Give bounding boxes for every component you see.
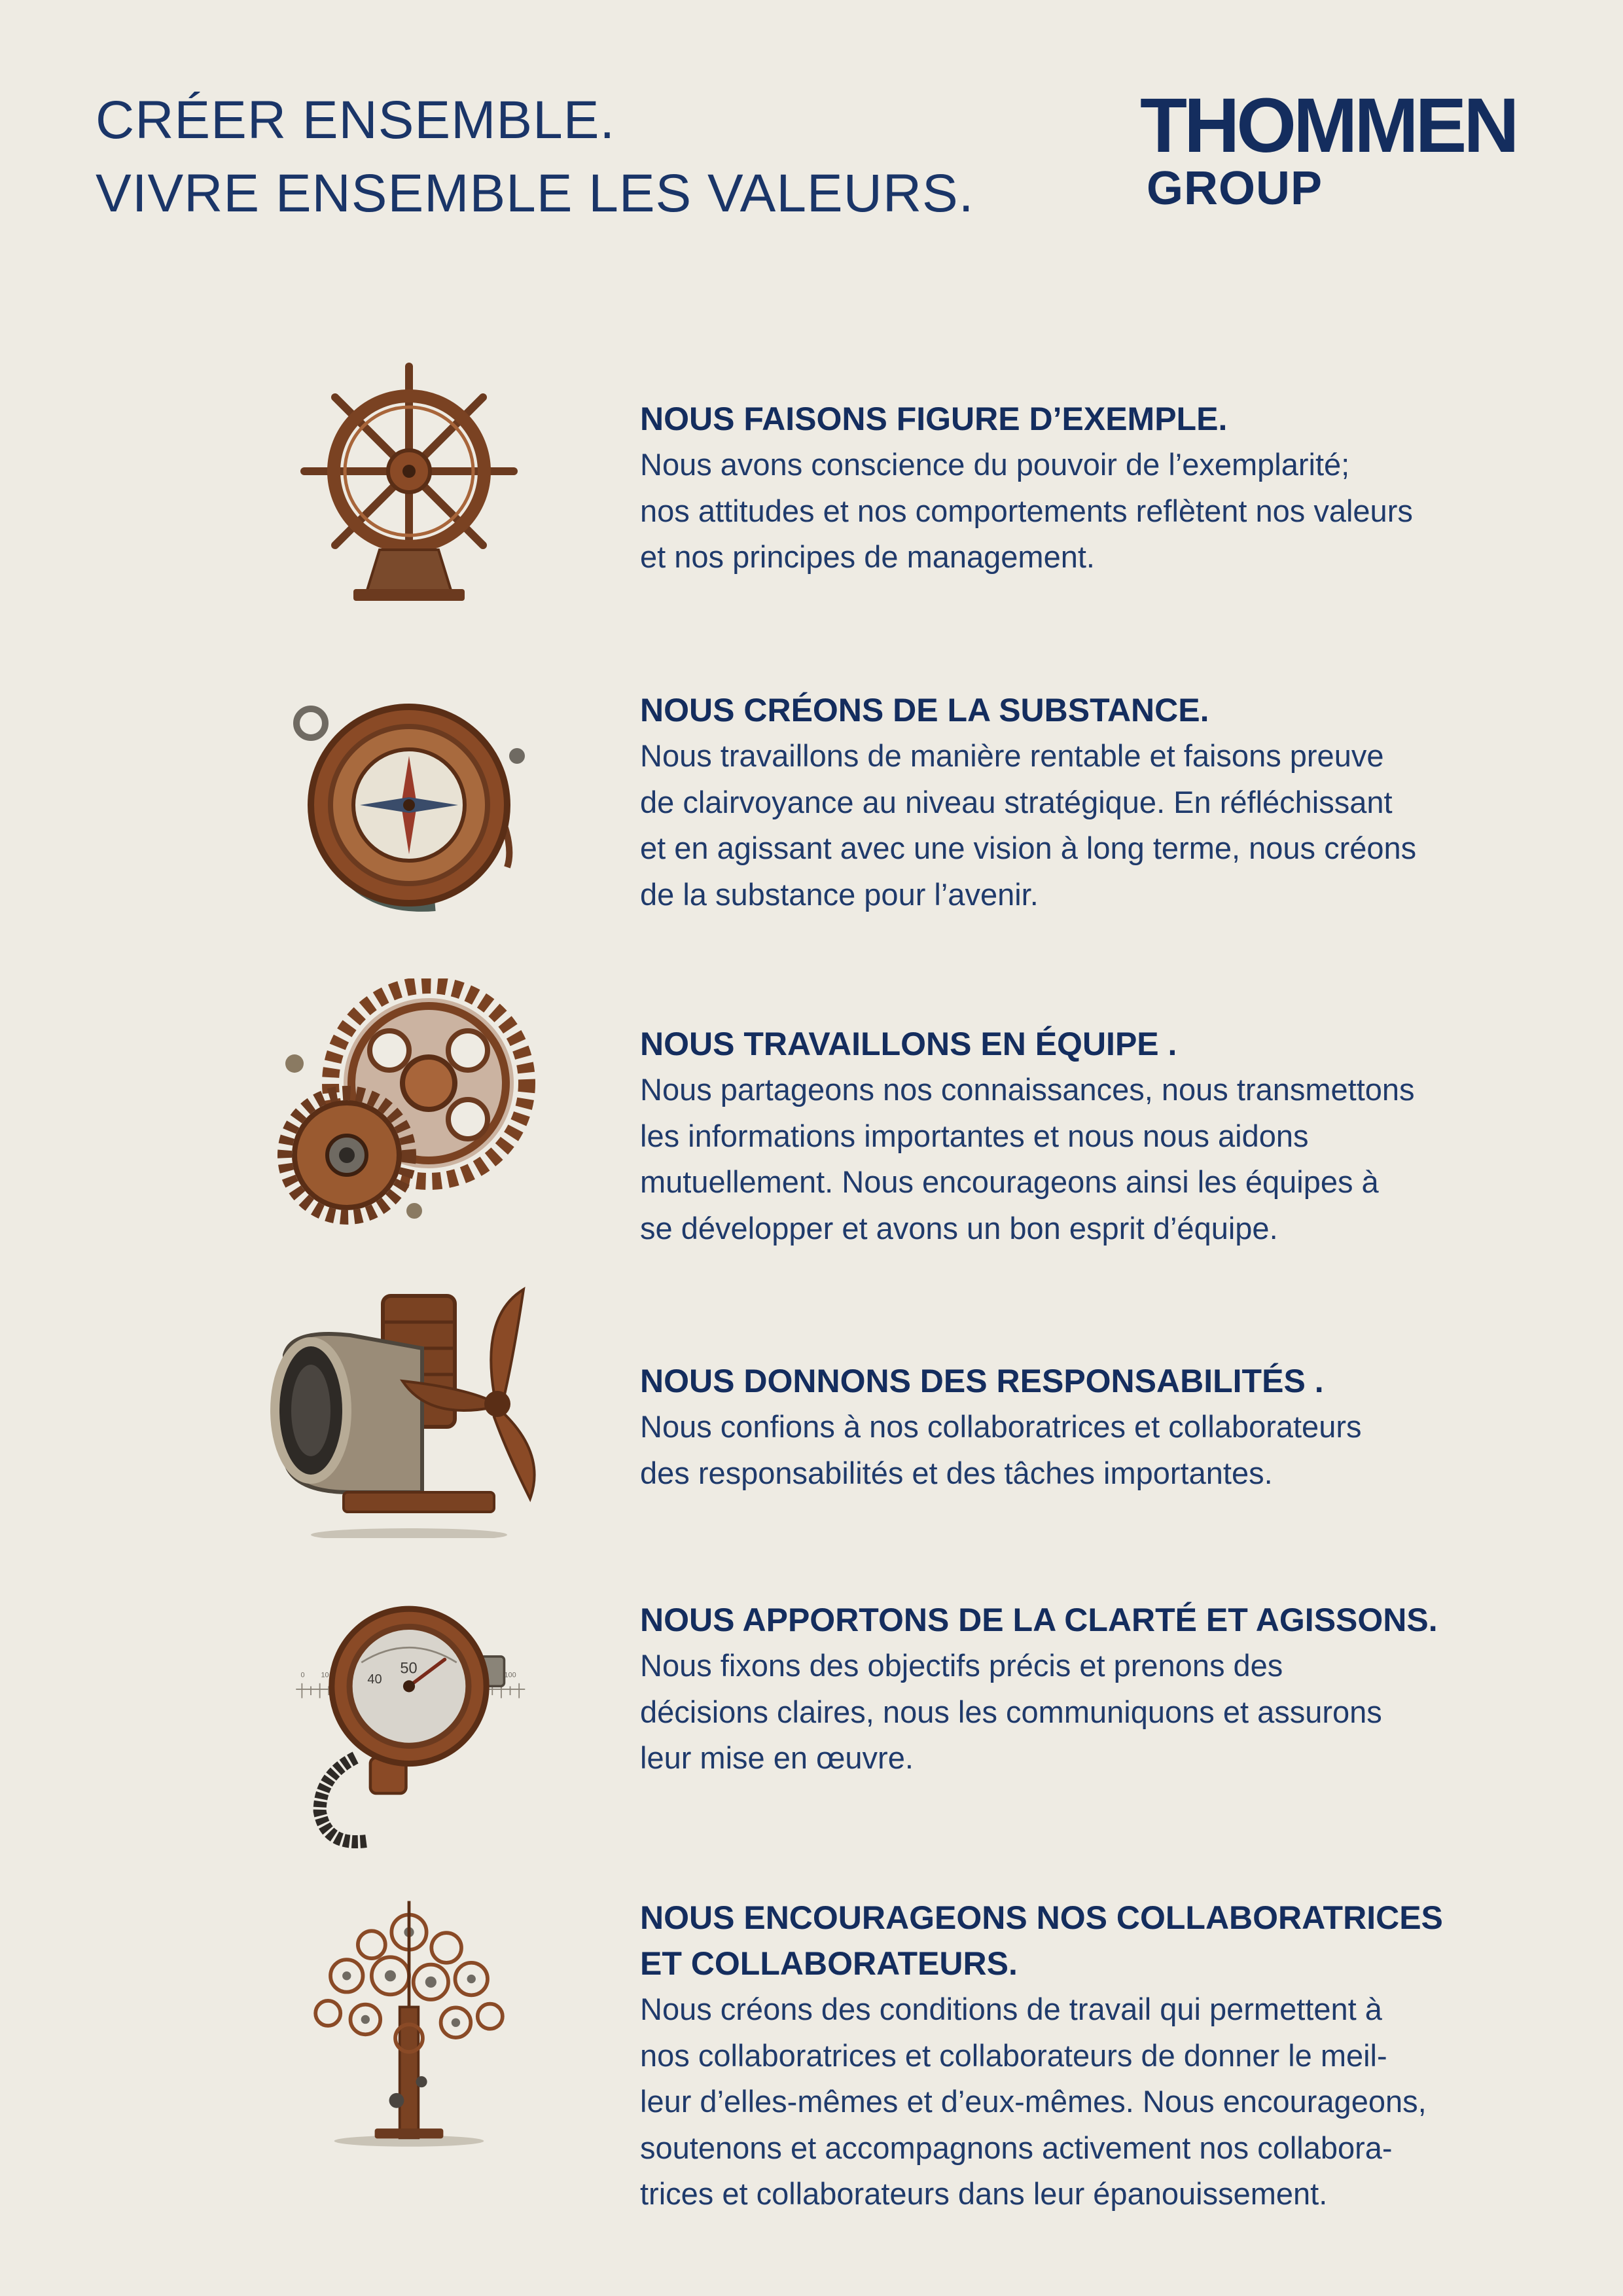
page-headline <box>96 84 974 230</box>
value-title: NOUS DONNONS DES RESPONSABILITÉS . <box>640 1363 1324 1399</box>
logo-line-2: GROUP <box>1147 162 1323 215</box>
value-title: NOUS ENCOURAGEONS NOS COLLABORATRICES ET COLLABORATEURS. <box>640 1899 1443 1982</box>
gauge-scale-label: 10 <box>321 1671 329 1679</box>
headline-line-1: CRÉER ENSEMBLE. <box>96 90 616 150</box>
gauge-dial-label: 50 <box>400 1660 418 1677</box>
value-title: NOUS FAISONS FIGURE D’EXEMPLE. <box>640 401 1228 437</box>
value-body: Nous confions à nos collaboratrices et collaborateurs des responsabilités et des tâches importantes. <box>640 1409 1362 1490</box>
compass-icon <box>265 677 553 939</box>
value-body: Nous fixons des objectifs précis et prenons des décisions claires, nous les communiquons et assurons leur mise en œuvre. <box>640 1648 1382 1775</box>
gauge-scale-label: 100 <box>504 1671 516 1679</box>
logo-line-1: THOMMEN <box>1140 82 1516 169</box>
value-body: Nous créons des conditions de travail qui permettent à nos collaboratrices et collaborateurs de donner le meil- leur d’elles-mêmes et d’eux-mêmes. Nous encourageons, soutenons et accompagnons activement nos collabora- trices et collaborateurs dans leur épanouissement. <box>640 1992 1427 2211</box>
pressure-gauge-icon <box>265 1597 553 1859</box>
value-title: NOUS APPORTONS DE LA CLARTÉ ET AGISSONS. <box>640 1602 1438 1638</box>
value-title: NOUS CRÉONS DE LA SUBSTANCE. <box>640 692 1209 728</box>
gauge-scale-label: 0 <box>300 1671 305 1679</box>
gear-tree-icon <box>265 1895 553 2157</box>
value-body: Nous partageons nos connaissances, nous transmettons les informations importantes et nous nous aidons mutuellement. Nous encourageons ainsi les équipes à se développer et avons un bon esprit d’équipe. <box>640 1072 1415 1246</box>
value-body: Nous travaillons de manière rentable et faisons preuve de clairvoyance au niveau stratégique. En réfléchissant et en agissant avec une vision à long terme, nous créons de la substance pour l’avenir. <box>640 738 1417 912</box>
value-body: Nous avons conscience du pouvoir de l’exemplarité; nos attitudes et nos comportements reflètent nos valeurs et nos principes de management. <box>640 447 1413 574</box>
gears-icon <box>265 978 553 1240</box>
headline-line-2: VIVRE ENSEMBLE LES VALEURS. <box>96 164 974 223</box>
propeller-engine-icon <box>265 1276 553 1538</box>
value-title: NOUS TRAVAILLONS EN ÉQUIPE . <box>640 1026 1177 1062</box>
ship-wheel-icon <box>265 353 553 615</box>
thommen-group-logo <box>1140 82 1516 215</box>
gauge-dial-label: 40 <box>367 1672 382 1687</box>
